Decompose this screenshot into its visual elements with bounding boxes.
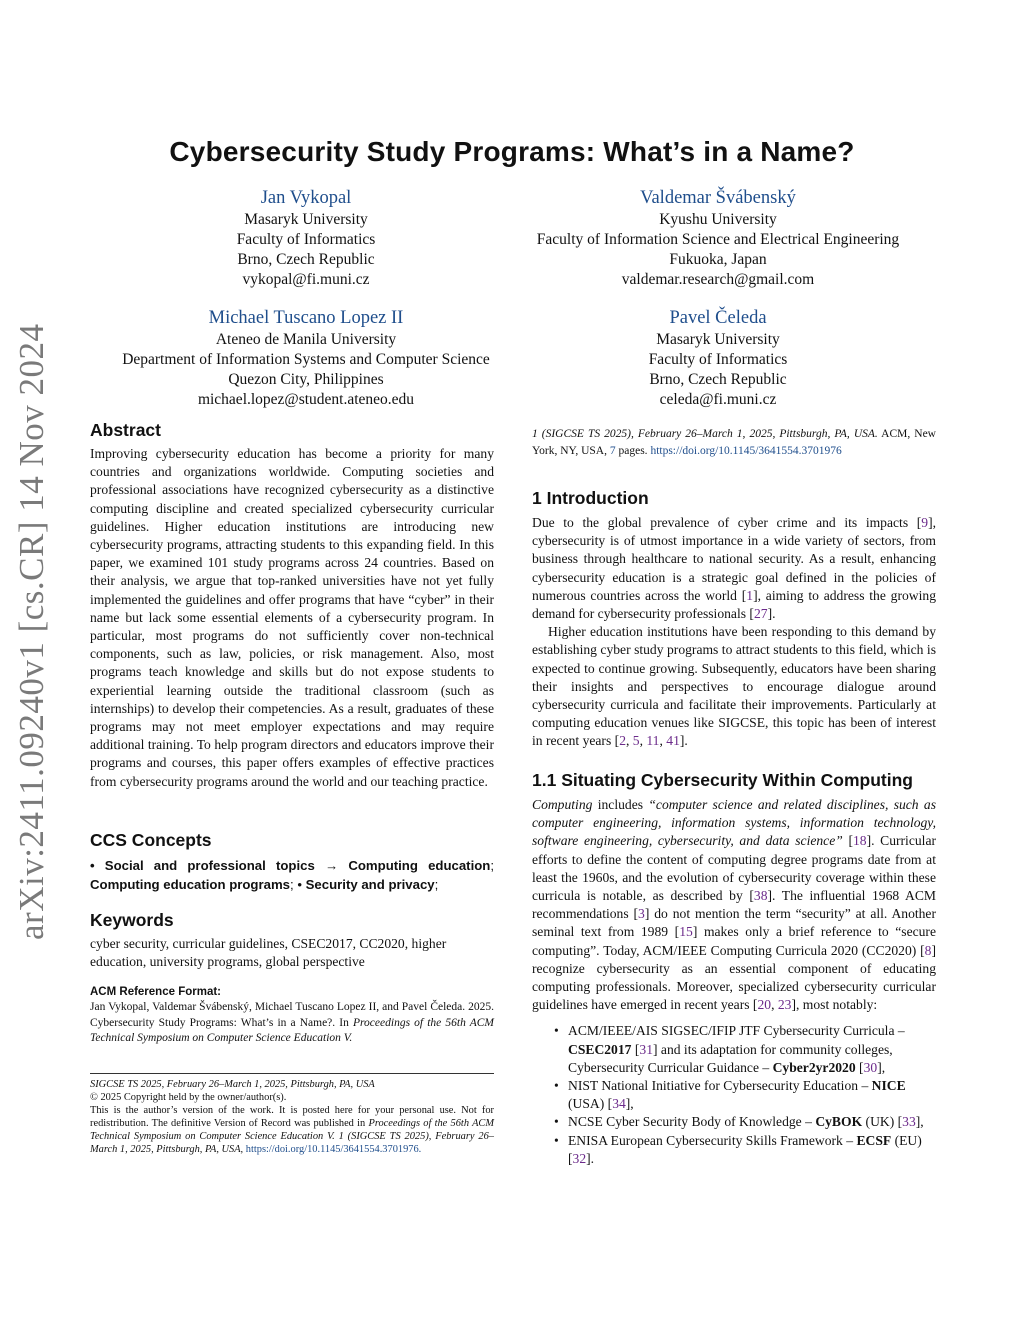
citation-link[interactable]: 33 [902,1114,916,1130]
footnote-copyright: © 2025 Copyright held by the owner/author(s). [90,1092,287,1103]
guideline-name: CyBOK [815,1114,863,1130]
text-run: NIST National Initiative for Cybersecurity Education – [568,1078,872,1094]
quotation: “computer science and related disciplines, such as computer engineering, information systems, information technology, software engineering, cybersecurity, and data science” [532,797,936,849]
list-item [568,1077,936,1113]
keywords-section [90,910,494,971]
text-run: ENISA European Cybersecurity Skills Framework – [568,1132,857,1148]
citation-link[interactable]: 38 [753,888,768,904]
citation-link[interactable]: 32 [572,1150,587,1166]
abstract-text: Improving cybersecurity education has become a priority for many countries and organizations worldwide. Computing societies and professional associations have recognized cybersecurity as a distinctive computing discipline and created specialized cybersecurity curricular guidelines. Higher education institutions are introducing new cybersecurity programs, attracting students to this expanding field. In this paper, we examined 101 study programs across 24 countries. Based on their analysis, we argue that top-ranked universities have not yet fully implemented the guidelines and offer programs that have “cyber” in their name but lack some essential elements of a cybersecurity program. In particular, most programs do not sufficiently cover non-technical components, such as law, policies, or risk management. Also, most programs teach knowledge and skills but do not expose students to experiential learning outside the traditional classroom (such as internships) to develop their competencies. As a result, graduates of these programs may not meet employer expectations and may require additional training. To help program directors and educators improve their programs and courses, this paper offers examples of effective practices from cybersecurity programs around the world and our teaching practice. [90,446,494,789]
ccs-section [90,830,494,894]
citation-link[interactable]: 5 [632,733,640,749]
reference-venue: 1 (SIGCSE TS 2025), February 26–March 1, 2025, Pittsburgh, PA, USA. [532,428,878,440]
acm-reference-continued [532,426,936,460]
text-run: includes [592,797,649,812]
author-name[interactable]: Jan Vykopal [260,188,352,208]
guidelines-list [532,1022,936,1168]
author-email: celeda@fi.muni.cz [659,391,777,408]
author-name[interactable]: Pavel Čeleda [669,308,767,328]
citation-link[interactable]: 34 [612,1096,626,1112]
keywords-text: cyber security, curricular guidelines, CSEC2017, CC2020, higher education, university programs, global perspective [90,936,447,970]
reference-publisher: ACM, New York, NY, USA, [532,428,936,457]
text-run: ] makes only a brief reference to “secure computing”. Today, ACM/IEEE Computing Curricula 2020 (CC2020) [ [532,924,936,958]
text-run: ]. Curricular efforts to define the content of computing degree programs date from at least the 1960s, and the evolution of cybersecurity coverage within these curricula is notable, as described by [ [532,833,936,904]
separator: , [639,733,647,749]
separator: , [625,733,633,749]
separator: ; [434,876,439,892]
author-block-1 [156,186,456,290]
citation-link[interactable]: 27 [753,606,768,622]
list-item [568,1132,936,1168]
doi-link[interactable]: https://doi.org/10.1145/3641554.3701976 [650,445,842,457]
author-location: Brno, Czech Republic [649,371,787,388]
author-email: michael.lopez@student.ateneo.edu [197,391,415,408]
citation-link[interactable]: 20 [757,997,772,1013]
text-run: (EU) [ [568,1132,922,1166]
author-affiliation: Ateneo de Manila University [215,331,397,348]
citation-link[interactable]: 8 [924,942,932,958]
reference-citation: Jan Vykopal, Valdemar Švábenský, Michael Tuscano Lopez II, and Pavel Čeleda. 2025. Cybersecurity Study Programs: What’s in a Name?. In [90,1001,494,1029]
text-run: [ [855,1059,864,1075]
introduction-section [532,488,936,751]
guideline-name: Cyber2yr2020 [772,1059,856,1075]
reference-continuation [532,426,936,460]
footnote-conference: SIGCSE TS 2025, February 26–March 1, 2025, Pittsburgh, PA, USA [90,1079,375,1090]
author-affiliation: Masaryk University [244,211,368,228]
ccs-topic: Security and privacy [305,876,435,892]
ccs-concepts [90,857,494,894]
introduction-paragraph-1 [532,514,936,623]
separator: ; • [290,876,302,892]
introduction-heading: 1 Introduction [532,488,649,508]
text-run: ] do not mention the term “security” at all. Another seminal text from 1989 [ [532,906,936,940]
list-item [568,1113,936,1131]
pages-label: pages. [618,445,648,457]
citation-link[interactable]: 1 [746,587,754,603]
text-run: [ [631,1041,640,1057]
section-1-1 [532,770,936,1168]
paper-title: Cybersecurity Study Programs: What’s in a Name? [169,136,855,167]
author-block-2 [508,186,928,290]
text-run: NCSE Cyber Security Body of Knowledge – [568,1114,816,1130]
citation-link[interactable]: 15 [679,924,693,940]
footnote-venue: Proceedings of the 56th ACM Technical Symposium on Computer Science Education V. 1 (SIGCSE TS 2025), February 26–March 1, 2025, Pittsburgh, PA, USA, [90,1118,495,1155]
citation-link[interactable]: 2 [619,733,626,749]
text-run: ]. [767,606,776,622]
citation-link[interactable]: 9 [921,515,929,530]
text-run: ], most notably: [791,997,878,1013]
author-location: Fukuoka, Japan [669,251,767,268]
footnote-version-text: This is the author’s version of the work. It is posted here for your personal use. Not for redistribution. The definitive Version of Record was published in [90,1105,494,1129]
text-run: [ [842,833,853,849]
text-run: ], aiming to address the growing demand for cybersecurity professionals [ [532,587,936,622]
separator: , [771,997,778,1013]
guideline-name: CSEC2017 [568,1041,632,1057]
text-run: Due to the global prevalence of cyber crime and its impacts [ [532,515,922,530]
text-run: ], cybersecurity is of utmost importance in a wide variety of sectors, from business through healthcare to national security. As a result, enhancing cybersecurity education is a strategic goal defined in the policies of numerous countries across the world [ [532,515,936,603]
footnote-divider [90,1073,494,1074]
author-department: Faculty of Information Science and Electrical Engineering [536,231,900,248]
introduction-paragraph-2 [532,623,936,750]
acm-reference-heading: ACM Reference Format: [90,986,221,998]
citation-link[interactable]: 3 [638,906,645,922]
abstract-section [90,420,494,791]
footnote-version [90,1104,494,1156]
text-run: ] recognize cybersecurity as an essential component of educating computing professionals. Moreover, specialized cybersecurity curricular guidelines have emerged in recent years [ [532,942,936,1013]
ccs-topic: • Social and professional topics [90,858,315,873]
citation-link[interactable]: 18 [852,833,867,849]
arxiv-identifier: arXiv:2411.09240v1 [cs.CR] 14 Nov 2024 [12,323,51,940]
citation-link[interactable]: 41 [666,733,680,749]
text-run: ], [915,1114,924,1130]
separator: ; [490,858,495,873]
author-name[interactable]: Michael Tuscano Lopez II [208,308,404,328]
citation-link[interactable]: 30 [863,1059,878,1075]
author-department: Faculty of Informatics [236,231,376,248]
text-run: (USA) [ [568,1096,613,1112]
pages-link[interactable]: 7 [609,445,616,457]
text-run: ACM/IEEE/AIS SIGSEC/IFIP JTF Cybersecurity Curricula – [568,1023,905,1039]
citation-link[interactable]: 31 [639,1041,653,1057]
author-block-3 [96,306,516,410]
text-run: ], [625,1096,634,1112]
separator: , [659,733,667,749]
text-run: ] and its adaptation for community colleges, Cybersecurity Curricular Guidance – [568,1041,893,1075]
text-run: (UK) [ [862,1114,903,1130]
guideline-name: ECSF [856,1132,892,1148]
abstract-heading: Abstract [90,420,161,440]
footnote [90,1078,494,1156]
text-run: ]. [679,733,688,749]
guideline-name: NICE [871,1078,906,1094]
author-affiliation: Masaryk University [656,331,780,348]
acm-reference-text [90,1000,494,1047]
author-affiliation: Kyushu University [659,211,777,228]
citation-link[interactable]: 23 [777,997,792,1013]
author-name[interactable]: Valdemar Švábenský [640,188,796,208]
section-1-1-paragraph [532,796,936,1014]
keywords-heading: Keywords [90,910,174,930]
ccs-subtopic: Computing education [348,858,491,873]
citation-link[interactable]: 11 [646,733,660,749]
author-block-4 [568,306,868,410]
text-run: ], [877,1059,886,1075]
author-location: Quezon City, Philippines [228,371,384,388]
author-email: vykopal@fi.muni.cz [242,271,370,288]
reference-venue: Proceedings of the 56th ACM Technical Symposium on Computer Science Education V. [90,1016,495,1044]
emphasis: Computing [532,797,593,812]
arrow-icon: → [324,858,339,873]
acm-reference [90,986,494,1047]
author-department: Department of Information Systems and Computer Science [122,351,490,368]
text-run: ]. [586,1150,595,1166]
ccs-topic: Computing education programs [90,876,291,892]
author-email: valdemar.research@gmail.com [621,271,815,288]
ccs-heading: CCS Concepts [90,830,212,850]
footnote-doi-link[interactable]: https://doi.org/10.1145/3641554.3701976. [245,1144,422,1155]
section-1-1-heading: 1.1 Situating Cybersecurity Within Computing [532,770,913,790]
list-item [568,1022,936,1077]
author-department: Faculty of Informatics [648,351,788,368]
author-location: Brno, Czech Republic [237,251,375,268]
text-run: ]. The influential 1968 ACM recommendations [ [532,888,937,922]
text-run: Higher education institutions have been responding to this demand by establishing cyber study programs to attract students to this field, which is expected to continue growing. Subsequently, educators have been sharing their insights and perspectives to encourage dialogue around cybersecurity curricula and facilitate their improvements. Particularly at computing education venues like SIGCSE, this topic has been of interest in recent years [ [532,624,936,749]
